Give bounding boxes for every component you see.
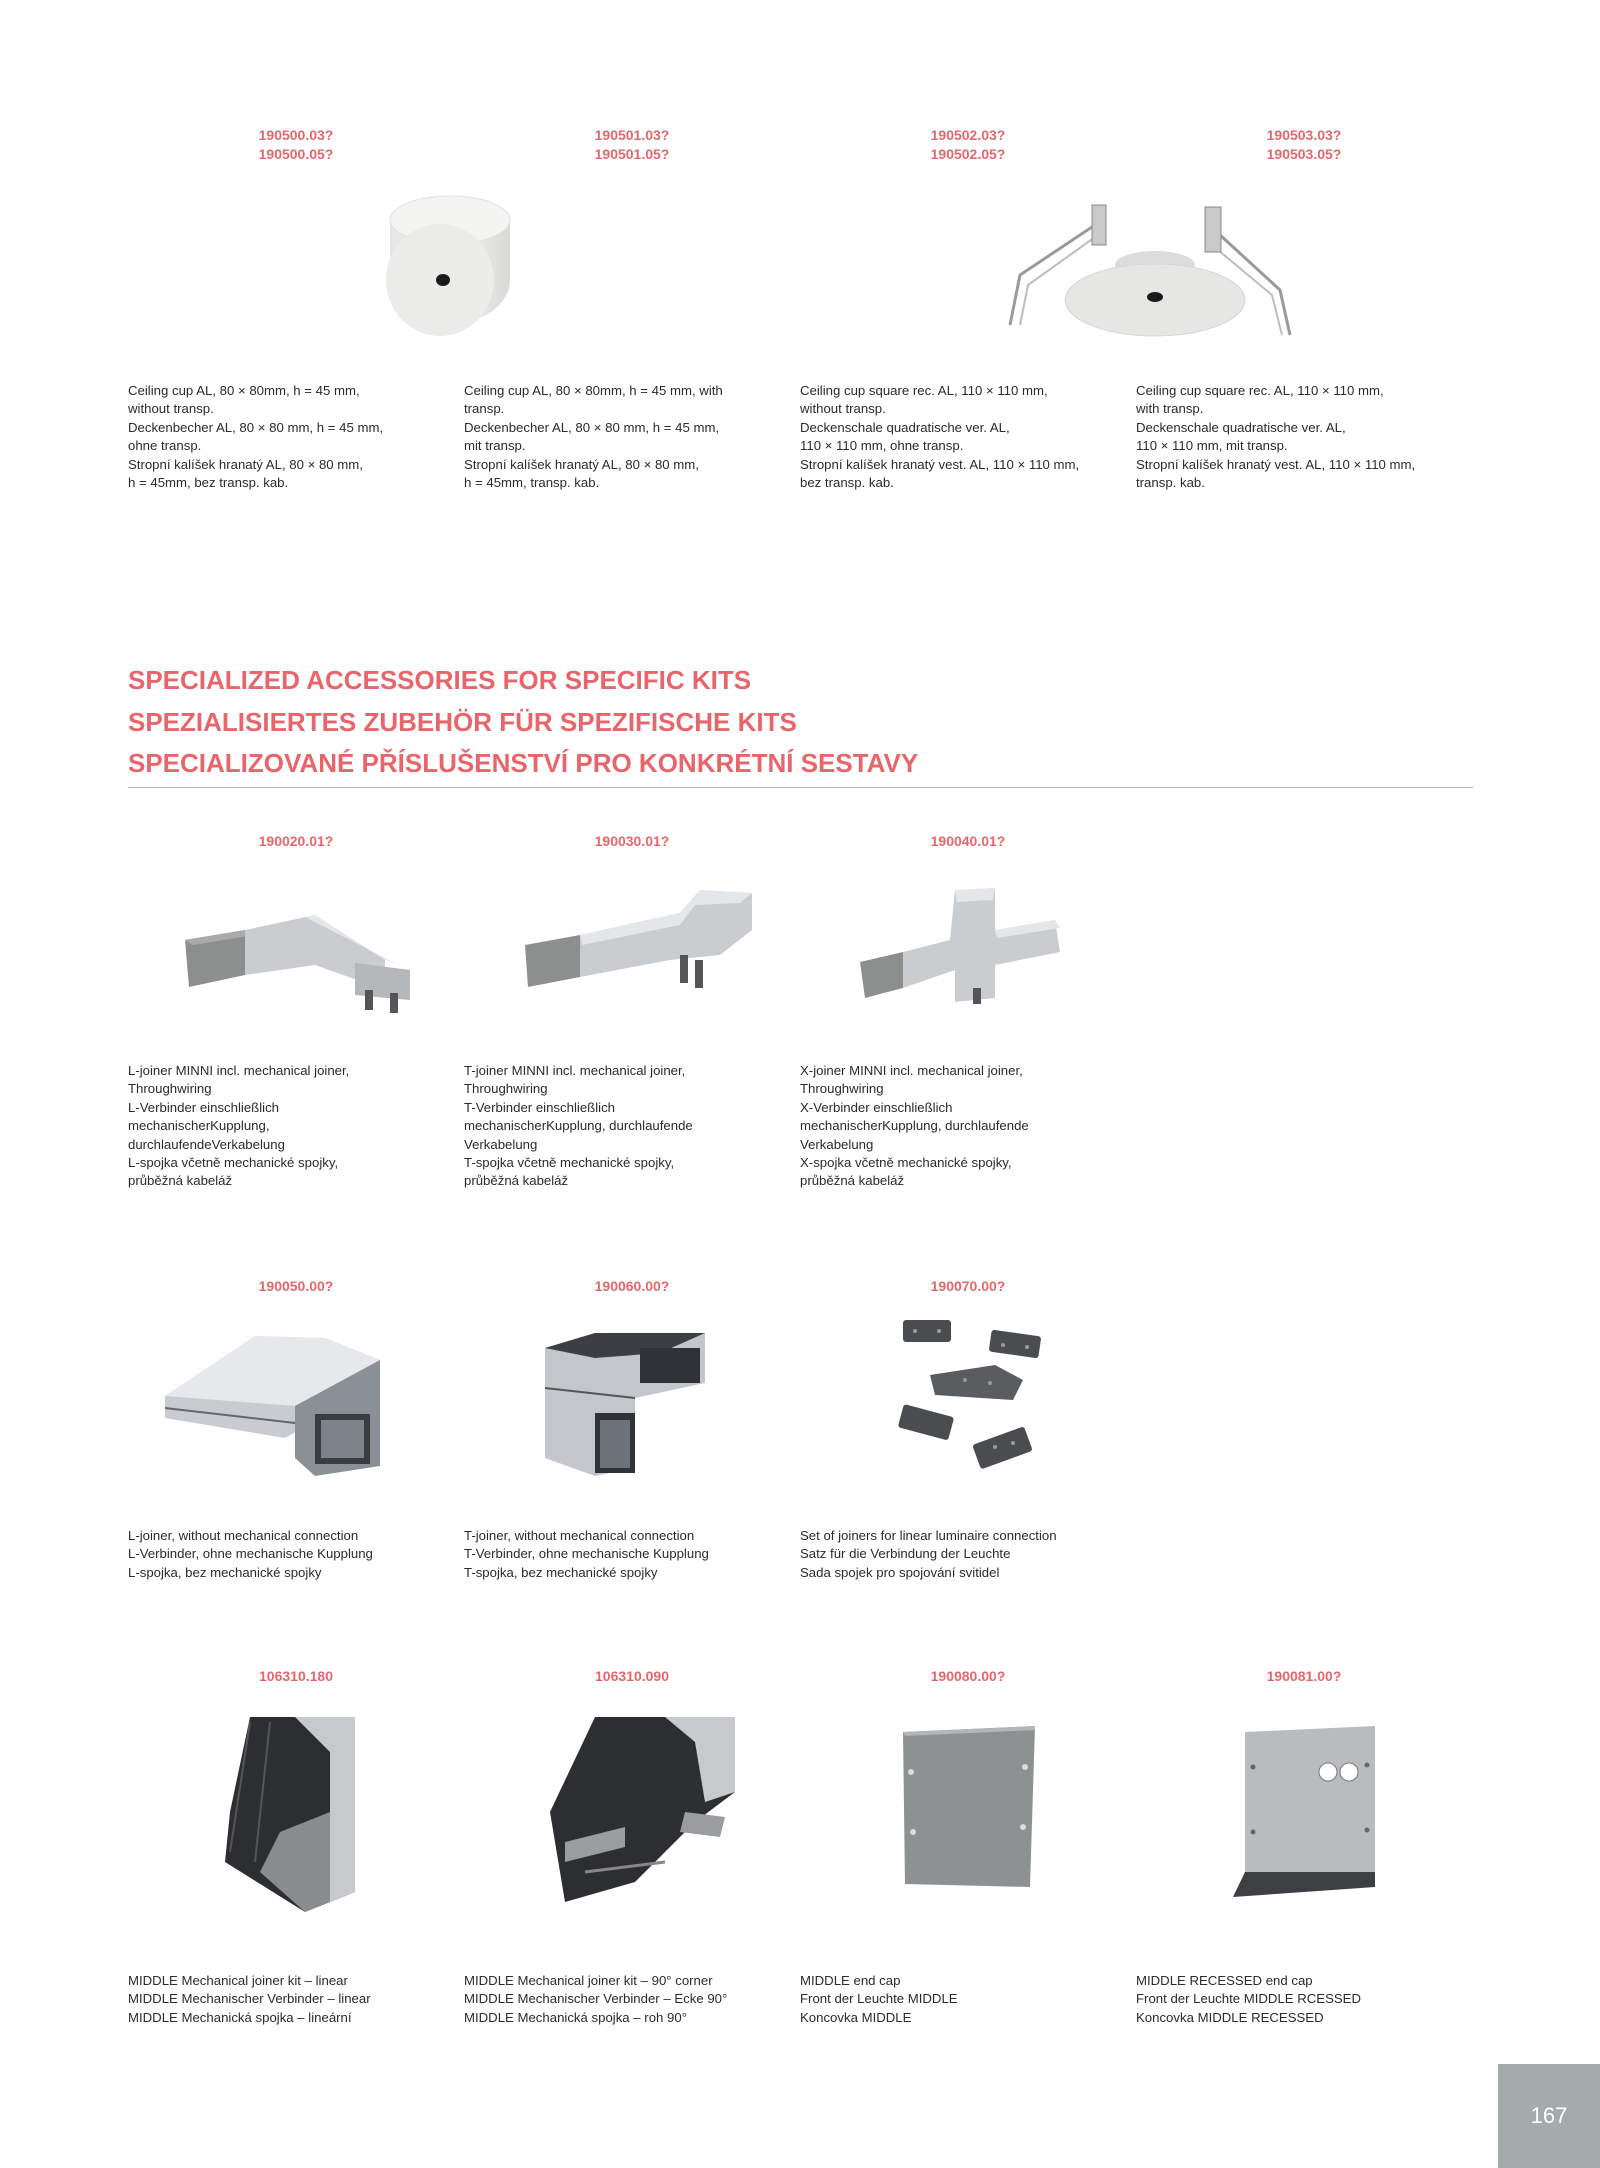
product-description: L-joiner MINNI incl. mechanical joiner, Throughwiring L-Verbinder einschließlich mechanischerKupplung, durchlaufendeVerkabelung L-spojka včetně mechanické spojky, průběžná kabeláž [128, 1063, 350, 1189]
product-code: 190500.03? 190500.05? [258, 127, 334, 162]
t-joiner-image [540, 1328, 715, 1478]
mechanical-joiner-corner-image [545, 1712, 740, 1907]
product-description: Set of joiners for linear luminaire connection Satz für die Verbindung der Leuchte Sada spojek pro spojování svitidel [800, 1528, 1057, 1580]
x-joiner-minni-image [855, 880, 1065, 1005]
product-description: L-joiner, without mechanical connection L-Verbinder, ohne mechanische Kupplung L-spojka, bez mechanické spojky [128, 1528, 373, 1580]
product-code: 106310.180 [259, 1668, 333, 1684]
product-code: 190040.01? [930, 833, 1006, 849]
product-code: 190020.01? [258, 833, 334, 849]
page-number: 167 [1498, 2064, 1600, 2168]
joiner-plates-set-image [895, 1315, 1045, 1485]
section-heading: SPECIALIZED ACCESSORIES FOR SPECIFIC KITS SPEZIALISIERTES ZUBEHÖR FÜR SPEZIFISCHE KITS SPECIALIZOVANÉ PŘÍSLUŠENSTVÍ PRO KONKRÉTNÍ SESTAVY [128, 665, 919, 778]
divider [128, 787, 1473, 788]
product-description: MIDDLE RECESSED end cap Front der Leuchte MIDDLE RCESSED Koncovka MIDDLE RECESSED [1136, 1973, 1362, 2025]
recessed-end-cap-image [1225, 1722, 1385, 1907]
ceiling-cup-round-image [370, 180, 520, 340]
product-code: 190060.00? [594, 1278, 670, 1294]
product-code: 190080.00? [930, 1668, 1006, 1684]
product-description: T-joiner, without mechanical connection T-Verbinder, ohne mechanische Kupplung T-spojka, bez mechanické spojky [464, 1528, 709, 1580]
product-description: Ceiling cup square rec. AL, 110 × 110 mm, without transp. Deckenschale quadratische ver. AL, 110 × 110 mm, ohne transp. Stropní kalíšek hranatý vest. AL, 110 × 110 mm, bez transp. kab. [800, 383, 1080, 491]
product-code: 190501.03? 190501.05? [594, 127, 670, 162]
end-cap-image [895, 1722, 1040, 1892]
l-joiner-image [165, 1328, 390, 1478]
product-description: Ceiling cup AL, 80 × 80mm, h = 45 mm, without transp. Deckenbecher AL, 80 × 80 mm, h = 45 mm, ohne transp. Stropní kalíšek hranatý AL, 80 × 80 mm, h = 45mm, bez transp. kab. [128, 383, 384, 491]
product-description: Ceiling cup AL, 80 × 80mm, h = 45 mm, with transp. Deckenbecher AL, 80 × 80 mm, h = 45 mm, mit transp. Stropní kalíšek hranatý AL, 80 × 80 mm, h = 45mm, transp. kab. [464, 383, 723, 491]
product-code: 190070.00? [930, 1278, 1006, 1294]
product-description: X-joiner MINNI incl. mechanical joiner, Throughwiring X-Verbinder einschließlich mechanischerKupplung, durchlaufende Verkabelung X-spojka včetně mechanické spojky, průběžná kabeláž [800, 1063, 1029, 1189]
product-code: 106310.090 [595, 1668, 669, 1684]
product-code: 190081.00? [1266, 1668, 1342, 1684]
product-description: T-joiner MINNI incl. mechanical joiner, Throughwiring T-Verbinder einschließlich mechanischerKupplung, durchlaufende Verkabelung T-spojka včetně mechanické spojky, průběžná kabeláž [464, 1063, 693, 1189]
product-description: MIDDLE Mechanical joiner kit – linear MIDDLE Mechanischer Verbinder – linear MIDDLE Mechanická spojka – lineární [128, 1973, 371, 2025]
product-description: MIDDLE end cap Front der Leuchte MIDDLE Koncovka MIDDLE [800, 1973, 958, 2025]
product-code: 190030.01? [594, 833, 670, 849]
ceiling-cup-recessed-image [1000, 195, 1300, 345]
product-code: 190502.03? 190502.05? [930, 127, 1006, 162]
l-joiner-minni-image [185, 905, 415, 1015]
product-code: 190503.03? 190503.05? [1266, 127, 1342, 162]
product-description: MIDDLE Mechanical joiner kit – 90° corner MIDDLE Mechanischer Verbinder – Ecke 90° MIDDLE Mechanická spojka – roh 90° [464, 1973, 728, 2025]
mechanical-joiner-linear-image [220, 1712, 360, 1917]
t-joiner-minni-image [520, 885, 760, 1005]
product-description: Ceiling cup square rec. AL, 110 × 110 mm, with transp. Deckenschale quadratische ver. AL, 110 × 110 mm, mit transp. Stropní kalíšek hranatý vest. AL, 110 × 110 mm, transp. kab. [1136, 383, 1416, 491]
product-code: 190050.00? [258, 1278, 334, 1294]
